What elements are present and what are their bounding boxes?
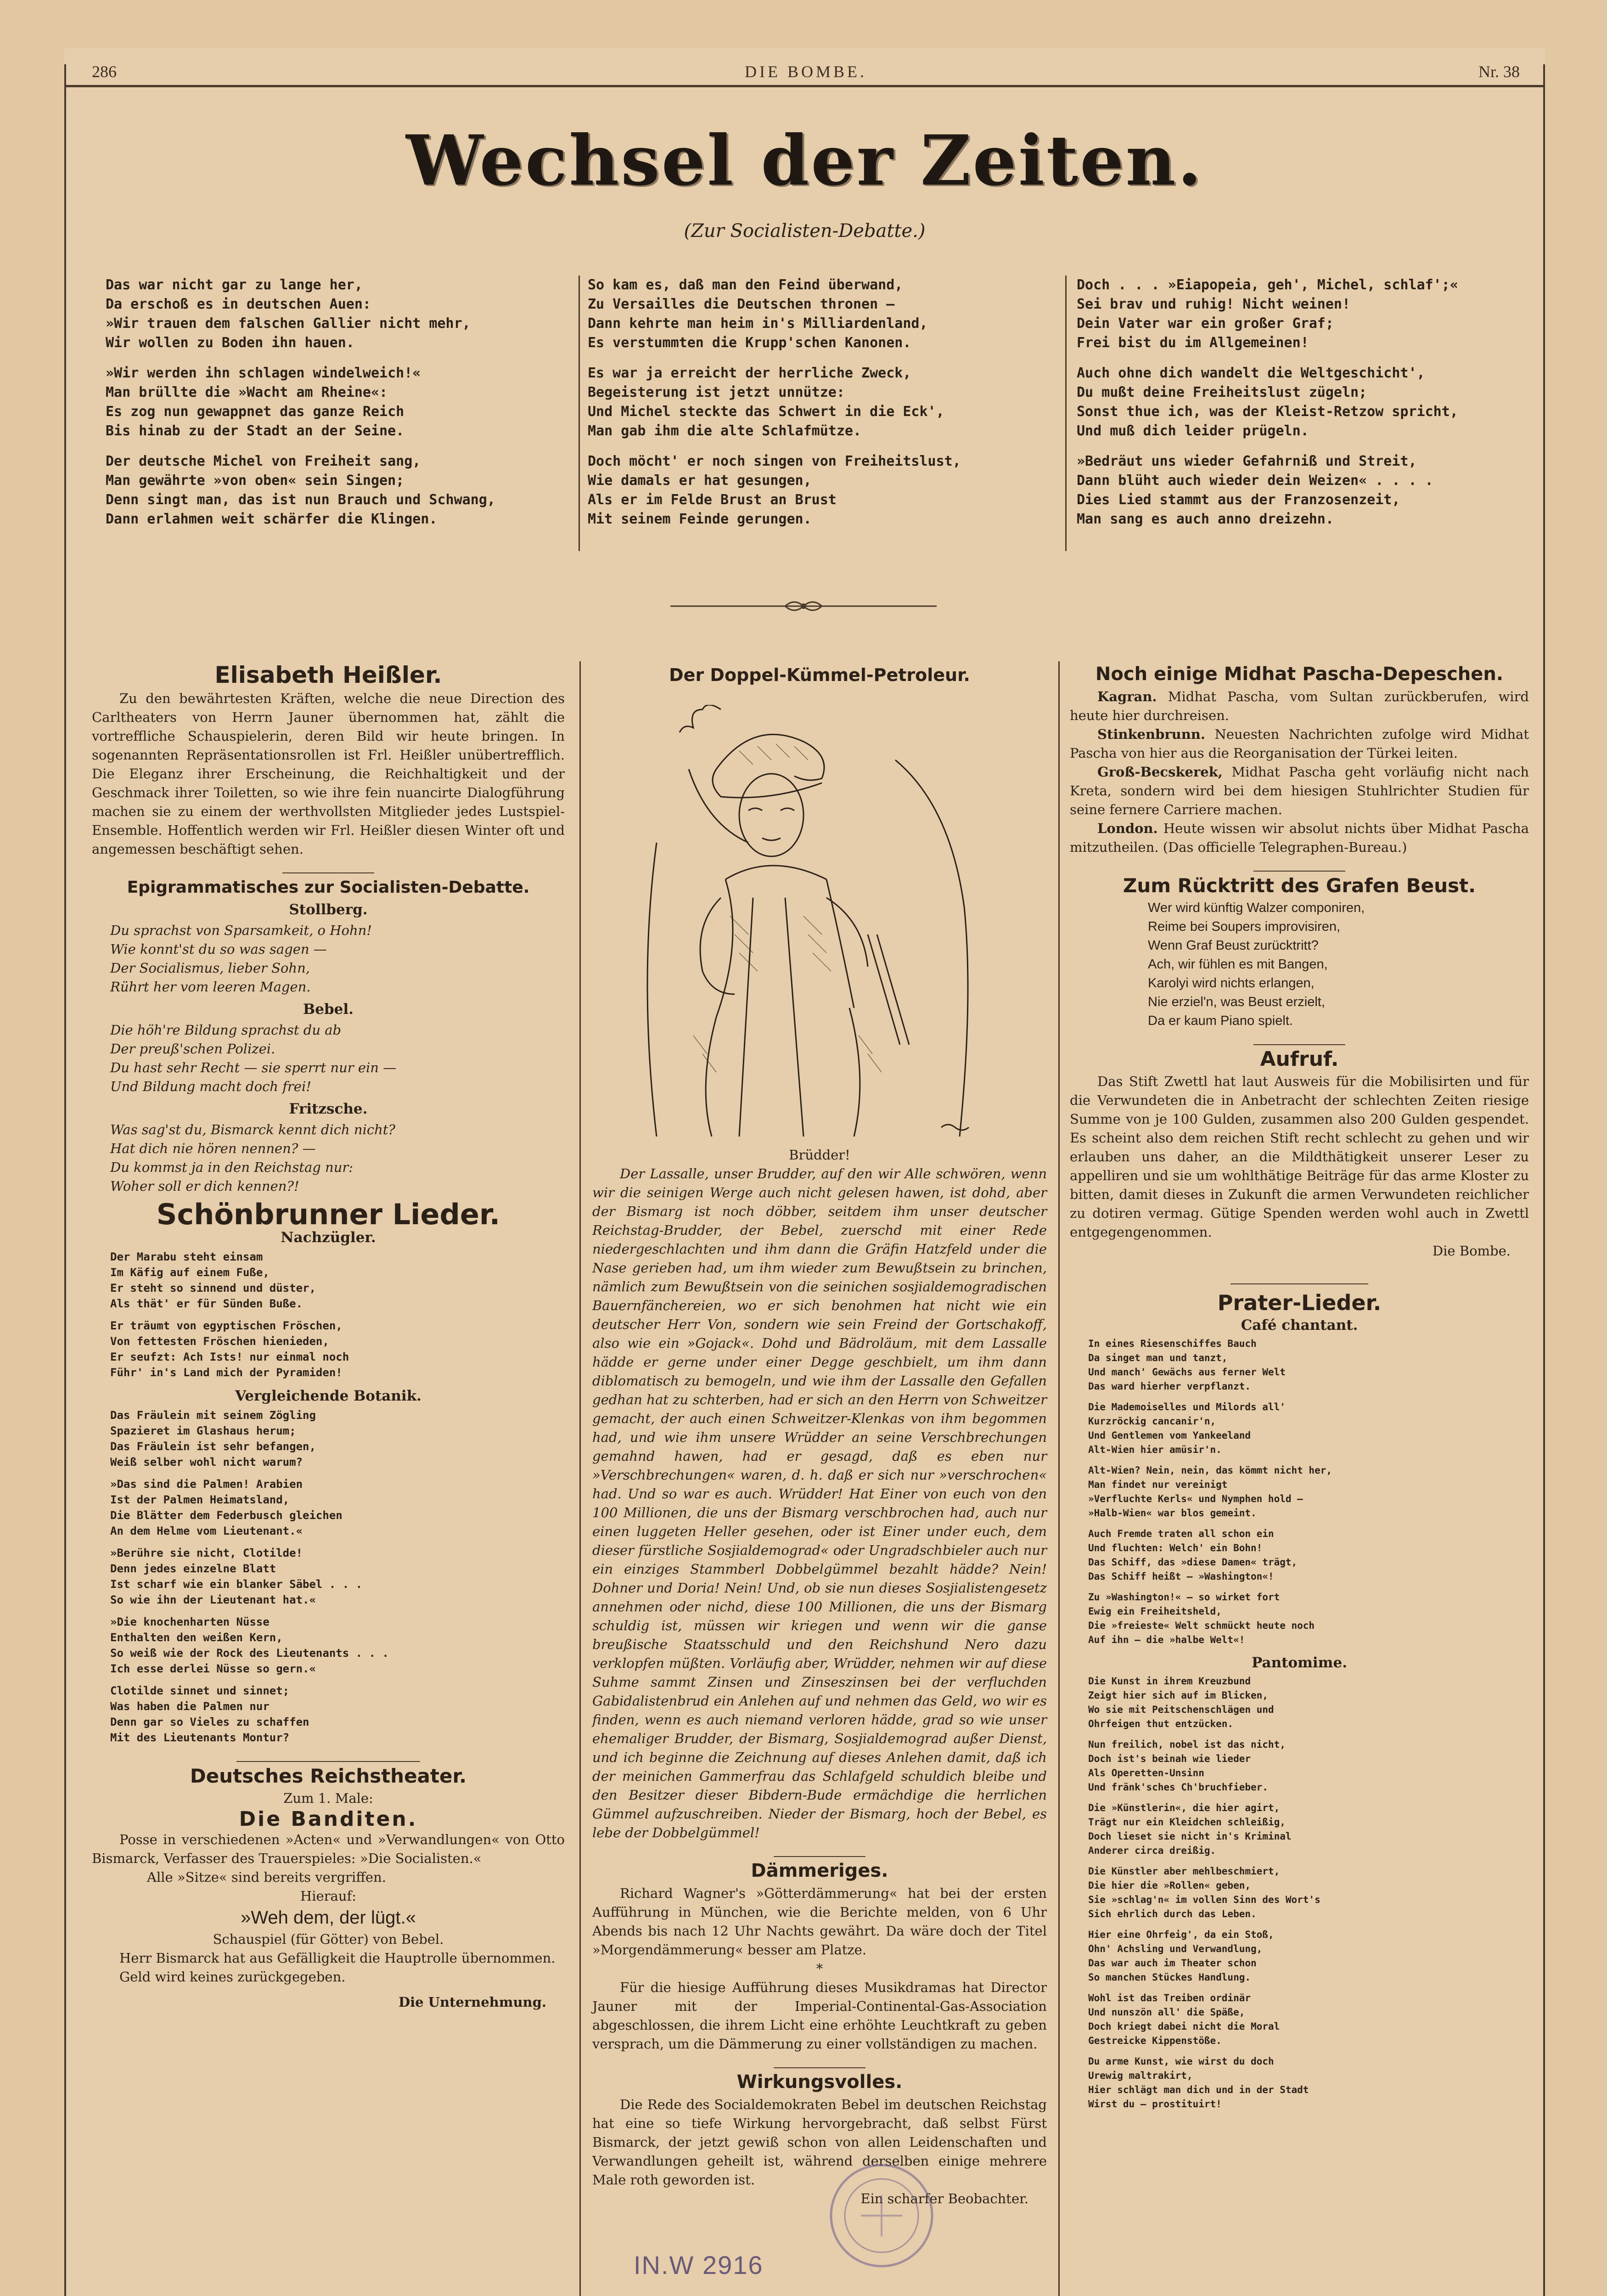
poem-stanza xyxy=(1077,276,1536,353)
lieder-line: Ist der Palmen Heimatsland, xyxy=(110,1493,290,1506)
midhat-place: Groß-Becskerek, xyxy=(1097,764,1223,780)
petroleur-text: Der Lassalle, unser Brudder, auf den wir Alle schwören, wenn wir die seinigen Werge auch nicht gelesen hawen, ist dohd, aber der Bismarg ist noch döbber, seitdem ihm unser deutscher Reichstag-Brudder, der Bebel, zuerschd mit einer Rede niedergeschlachten und ihm dann die Gräfin Hatzfeld under die Nase gerieben had, um ihm wieder zum Bewußtsein zu brinchen, nämlich zum Bewußtsein von die seinichen sosjialdemogradischen Bauernfänchereien, wo er sich benohmen hat nicht wie ein deutscher Herr Von, sondern wie sein Freind der Gortschakoff, also wie ein »Gojack«. Dohd und Bädroläum, mit dem Lassalle hädde er gerne under einer Degge geschbielt, um ihm dann diblomatisch zu bemogeln, und wie ihm der Lassalle den Gefallen gedhan hat zu schterben, had er sich an den Herrn von Schweitzer gemacht, der auch einen Schweitzer-Klenkas von ihm begommen had, und wie ihm unsere Wrüdder an seine Verschbrechungen gemahnd hawen, had er gesagd, daß es eben nur »Verschbrechungen« waren, d. h. daß er sich nur »verschrochen« had. Und so war es auch. Wrüdder! Hat Einer von euch von den 100 Millionen, die uns der Bismarg verschbrochen had, auch nur einen luggeten Heller gesehen, oder ist Einer under euch, dem dieser fürstliche Sosjialdemograd« oder Ungradschbieler auch nur ein einziges Stammberl Dobbelgümmel bezahlt hädde? Nein! Dohner und Doria! Nein! Und, ob sie nun dieses Sosjialistengesetz annehmen oder nichd, diese 100 Millionen, die uns der Bismarg schuldig ist, müssen wir kriegen und wenn wir die ganse breußische Staatsschuld und den Reichshund Nero dazu verklopfen müßten. Vorläufig aber, Wrüdder, nehmen wir auf diese Suhme sammt Zinsen und Zinseszinsen bei der verfluchden Gabidalistenbrud ein Anlehen auf und nehmen das Geld, wo wir es finden, wenn es auch niemand verloren hädde, grad so wie unser ehemaliger Brudder, der Bismarg, Sosjialdemograd außer Dienst, und ich beginne die Zeichnung auf dieses Anlehen damit, daß ich der meinichen Gammerfrau das Schlafgeld schuldich bleibe und den Besitzer dieser Bibdern-Bude ermächdige die herrlichen Gümmel aufzuschreiben. Nieder der Bismarg, hoch der Bebel, es lebe der Dobbelgümmel! xyxy=(592,1166,1047,1840)
small-divider xyxy=(282,863,374,873)
prater-line: Alt-Wien hier amüsir'n. xyxy=(1088,1444,1222,1455)
poem-line: Denn singt man, das ist nun Brauch und Schwang, xyxy=(106,492,495,508)
lieder-stanzas-2 xyxy=(92,1407,565,1745)
prater-line: Und fluchten: Welch' ein Bohn! xyxy=(1088,1542,1263,1553)
prater-line: Das war auch im Theater schon xyxy=(1088,1958,1257,1969)
lieder-line: »Berühre sie nicht, Clotilde! xyxy=(110,1547,303,1559)
lieder-line: Führ' in's Land mich der Pyramiden! xyxy=(110,1366,343,1379)
epigram-line: Der preuß'schen Polizei. xyxy=(110,1041,275,1057)
left-column xyxy=(92,661,565,2012)
page-number: 286 xyxy=(92,62,117,81)
poem-stanza xyxy=(106,276,565,353)
middle-column xyxy=(592,661,1047,689)
poem-stanza xyxy=(106,452,565,529)
lieder-line: Enthalten den weißen Kern, xyxy=(110,1631,283,1644)
prater-stanza xyxy=(1070,1801,1529,1858)
midhat-text: Midhat Pascha geht vorläufig nicht nach Kreta, sondern wird bei dem hiesigen Stuhlrichter Studien für seine fernere Carriere machen. xyxy=(1070,764,1529,817)
prater-stanza xyxy=(1070,1400,1529,1457)
poem-stanza xyxy=(106,364,565,441)
midhat-dispatch xyxy=(1070,725,1529,763)
column-divider-left xyxy=(579,661,581,2296)
small-divider xyxy=(774,1847,865,1857)
epigram-line: Du sprachst von Sparsamkeit, o Hohn! xyxy=(110,923,372,938)
epigram-line: Wie konnt'st du so was sagen — xyxy=(110,941,327,957)
prater-line: Das Schiff heißt — »Washington«! xyxy=(1088,1571,1274,1582)
prater-stanza xyxy=(1070,1991,1529,2048)
poem-line: Man brüllte die »Wacht am Rheine«: xyxy=(106,384,388,400)
poem-line: Doch . . . »Eiapopeia, geh', Michel, schlaf';« xyxy=(1077,277,1458,293)
daemmeriges-p1: Richard Wagner's »Götterdämmerung« hat bei der ersten Aufführung in München, wie die Berichte melden, von 6 Uhr Abends bis nach 12 Uhr Nachts gewährt. Da wäre doch der Titel »Morgendämmerung« besser am Platze. xyxy=(592,1885,1047,1958)
beust-line: Wenn Graf Beust zurücktritt? xyxy=(1148,938,1319,953)
epigrams xyxy=(92,900,565,1196)
epigram-line: Du kommst ja in den Reichstag nur: xyxy=(110,1159,354,1175)
poem-line: Es zog nun gewappnet das ganze Reich xyxy=(106,404,405,420)
poem-column-1 xyxy=(106,276,565,540)
prater-line: Da singet man und tanzt, xyxy=(1088,1352,1228,1363)
poem-line: »Wir trauen dem falschen Gallier nicht mehr, xyxy=(106,315,471,332)
epigram-name: Stollberg. xyxy=(289,901,368,918)
prater-line: »Verfluchte Kerls« und Nymphen hold — xyxy=(1088,1493,1303,1504)
reichstheater-note2: Geld wird keines zurückgegeben. xyxy=(119,1969,346,1985)
small-divider xyxy=(1253,861,1345,872)
prater-subtitle-1: Café chantant. xyxy=(1241,1317,1358,1334)
prater-line: Anderer circa dreißig. xyxy=(1088,1845,1216,1856)
poem-line: Sonst thue ich, was der Kleist-Retzow spricht, xyxy=(1077,404,1458,420)
daemmeriges-title: Dämmeriges. xyxy=(751,1860,888,1881)
aufruf-text: Das Stift Zwettl hat laut Ausweis für die Mobilisirten und für die Verwundeten die in Anbetracht der schlechten Zeiten riesige Summe von je 100 Gulden, zusammen also 200 Gulden gespendet. Es scheint also dem reichen Stift recht schlecht zu gehen und wir erlauben uns daher, an die Mildthätigkeit unserer Leser zu appelliren und sie um wohlthätige Beiträge für das arme Kloster zu bitten, damit dieses in Zukunft die armen Verwundeten reichlicher zu dotiren vermag. Gütige Spenden werden wohl auch in Zwettl entgegengenommen. xyxy=(1070,1074,1529,1240)
lieder-line: Weiß selber wohl nicht warum? xyxy=(110,1456,303,1469)
prater-line: Zeigt hier sich auf im Blicken, xyxy=(1088,1690,1268,1701)
prater-line: Nun freilich, nobel ist das nicht, xyxy=(1088,1739,1286,1750)
middle-column-text xyxy=(592,1146,1047,2208)
beust-line: Nie erziel'n, was Beust erzielt, xyxy=(1148,995,1325,1009)
reichstheater-play2-desc: Schauspiel (für Götter) von Bebel. xyxy=(213,1931,444,1947)
reichstheater-after: Hierauf: xyxy=(300,1888,357,1904)
lieder-line: Das Fräulein ist sehr befangen, xyxy=(110,1440,316,1453)
lieder-line: Er träumt von egyptischen Fröschen, xyxy=(110,1319,343,1332)
prater-stanza xyxy=(1070,1864,1529,1921)
prater-line: Doch ist's beinah wie lieder xyxy=(1088,1753,1251,1764)
ornament-divider xyxy=(666,597,941,615)
lieder-line: Spazieret im Glashaus herum; xyxy=(110,1424,296,1437)
poem-line: Das war nicht gar zu lange her, xyxy=(106,277,363,293)
lieder-stanza xyxy=(92,1407,565,1470)
poem-line: Auch ohne dich wandelt die Weltgeschicht', xyxy=(1077,365,1425,381)
lieder-title: Schönbrunner Lieder. xyxy=(156,1198,500,1231)
reichstheater-first: Zum 1. Male: xyxy=(283,1790,373,1806)
prater-line: Doch kriegt dabei nicht die Moral xyxy=(1088,2021,1280,2032)
prater-line: Sie »schlag'n« im vollen Sinn des Wort's xyxy=(1088,1894,1320,1905)
poem-line: Da erschoß es in deutschen Auen: xyxy=(106,296,371,312)
prater-line: Und Gentlemen vom Yankeeland xyxy=(1088,1430,1251,1441)
prater-stanza xyxy=(1070,1527,1529,1584)
poem-line: Man gewährte »von oben« sein Singen; xyxy=(106,473,405,489)
prater-line: Wo sie mit Peitschenschlägen und xyxy=(1088,1704,1274,1715)
reichstheater-play2: »Weh dem, der lügt.« xyxy=(241,1908,416,1928)
poem-line: Sei brav und ruhig! Nicht weinen! xyxy=(1077,296,1351,312)
epigram-name: Fritzsche. xyxy=(289,1101,368,1117)
lieder-line: So weiß wie der Rock des Lieutenants . . . xyxy=(110,1647,389,1660)
page-title: Wechsel der Zeiten. xyxy=(406,120,1203,201)
prater-line: Ewig ein Freiheitsheld, xyxy=(1088,1606,1222,1617)
prater-line: Als Operetten-Unsinn xyxy=(1088,1767,1204,1778)
poem-line: Dann erlahmen weit schärfer die Klingen. xyxy=(106,511,438,527)
prater-stanza xyxy=(1070,1674,1529,1731)
daemmeriges-star: * xyxy=(816,1961,823,1976)
prater-line: Auch Fremde traten all schon ein xyxy=(1088,1528,1274,1539)
prater-line: Wirst du — prostituirt! xyxy=(1088,2099,1222,2110)
poem-line: Es war ja erreicht der herrliche Zweck, xyxy=(588,365,911,381)
reichstheater-sign: Die Unternehmung. xyxy=(398,1994,546,2010)
prater-line: Hier eine Ohrfeig', da ein Stoß, xyxy=(1088,1929,1274,1940)
poem-line: Begeisterung ist jetzt unnütze: xyxy=(588,384,845,400)
lieder-line: Der Marabu steht einsam xyxy=(110,1250,263,1263)
prater-line: Die »Künstlerin«, die hier agirt, xyxy=(1088,1802,1280,1813)
handwritten-signature: IN.W 2916 xyxy=(634,2251,764,2279)
wirkungsvolles-sign: Ein scharfer Beobachter. xyxy=(860,2191,1028,2206)
aufruf-title: Aufruf. xyxy=(1260,1047,1339,1071)
lieder-line: So wie ihn der Lieutenant hat.« xyxy=(110,1593,316,1606)
lieder-line: Denn jedes einzelne Blatt xyxy=(110,1562,276,1575)
page-subtitle: (Zur Socialisten-Debatte.) xyxy=(684,220,926,242)
lieder-line: Die Blätter dem Federbusch gleichen xyxy=(110,1509,343,1522)
issue-number: Nr. 38 xyxy=(1478,62,1520,81)
beust-line: Karolyi wird nichts erlangen, xyxy=(1148,976,1315,990)
poem-column-2 xyxy=(588,276,1047,540)
poem-line: Man sang es auch anno dreizehn. xyxy=(1077,511,1334,527)
prater-line: Das ward hierher verpflanzt. xyxy=(1088,1381,1251,1392)
lieder-line: »Die knochenharten Nüsse xyxy=(110,1615,270,1628)
midhat-dispatch xyxy=(1070,763,1529,819)
prater-line: Und manch' Gewächs aus ferner Welt xyxy=(1088,1367,1286,1378)
lieder-line: Das Fräulein mit seinem Zögling xyxy=(110,1409,316,1422)
midhat-place: Stinkenbrunn. xyxy=(1097,726,1205,742)
poem-column-3 xyxy=(1077,276,1536,540)
poem-line: Und muß dich leider prügeln. xyxy=(1077,423,1309,439)
poem-line: Du mußt deine Freiheitslust zügeln; xyxy=(1077,384,1367,400)
epigram-line: Der Socialismus, lieber Sohn, xyxy=(110,960,310,976)
beust-line: Da er kaum Piano spielt. xyxy=(1148,1013,1293,1028)
lieder-line: Ist scharf wie ein blanker Säbel . . . xyxy=(110,1578,363,1591)
lieder-stanza xyxy=(92,1545,565,1608)
prater-subtitle-2: Pantomime. xyxy=(1252,1654,1347,1671)
wirkungsvolles-title: Wirkungsvolles. xyxy=(736,2071,903,2093)
lieder-line: Denn gar so Vieles zu schaffen xyxy=(110,1716,309,1728)
reichstheater-desc: Posse in verschiedenen »Acten« und »Verwandlungen« von Otto Bismarck, Verfasser des Trauerspieles: »Die Socialisten.« xyxy=(92,1832,565,1866)
prater-stanzas-1 xyxy=(1070,1337,1529,1647)
beust-poem xyxy=(1070,899,1529,1030)
prater-stanza xyxy=(1070,1463,1529,1520)
aufruf-sign: Die Bombe. xyxy=(1432,1243,1511,1259)
beust-title: Zum Rücktritt des Grafen Beust. xyxy=(1123,874,1476,897)
prater-line: Ohrfeigen thut entzücken. xyxy=(1088,1718,1234,1729)
prater-line: Doch lieset sie nicht in's Kriminal xyxy=(1088,1831,1292,1842)
prater-line: Wohl ist das Treiben ordinär xyxy=(1088,1992,1251,2003)
prater-stanza xyxy=(1070,2054,1529,2111)
lieder-stanza xyxy=(92,1683,565,1745)
prater-line: In eines Riesenschiffes Bauch xyxy=(1088,1338,1257,1349)
poem-stanza xyxy=(588,276,1047,353)
prater-line: Kurzröckig cancanir'n, xyxy=(1088,1416,1216,1427)
lieder-line: Er steht so sinnend und düster, xyxy=(110,1282,316,1294)
poem-line: Doch möcht' er noch singen von Freiheitslust, xyxy=(588,453,961,469)
lieder-line: Von fettesten Fröschen hienieden, xyxy=(110,1335,329,1348)
prater-line: Du arme Kunst, wie wirst du doch xyxy=(1088,2056,1274,2067)
prater-line: Das Schiff, das »diese Damen« trägt, xyxy=(1088,1557,1298,1568)
prater-stanzas-2 xyxy=(1070,1674,1529,2111)
heissler-text: Zu den bewährtesten Kräften, welche die neue Direction des Carltheaters von Herrn Jauner übernommen hat, zählt die vortreffliche Schauspielerin, deren Bild wir heute bringen. In sogenannten Repräsentationsrollen ist Frl. Heißler unübertrefflich. Die Eleganz ihrer Erscheinung, die Reichhaltigkeit und der Geschmack ihrer Toiletten, so wie ihre fein nuancirte Dialogführung machen sie zu einem der werthvollsten Mitglieder jedes Lustspiel-Ensemble. Hoffentlich werden wir Frl. Heißler diesen Winter oft und angemessen beschäftigt sehen. xyxy=(92,691,565,857)
column-divider-right xyxy=(1058,661,1060,2296)
epigram-line: Woher soll er dich kennen?! xyxy=(110,1178,299,1194)
greeting: Brüdder! xyxy=(789,1147,850,1163)
prater-stanza xyxy=(1070,1590,1529,1647)
reichstheater-seats: Alle »Sitze« sind bereits vergriffen. xyxy=(147,1869,386,1885)
lieder-stanzas-1 xyxy=(92,1249,565,1380)
lieder-line: Er seufzt: Ach Ists! nur einmal noch xyxy=(110,1351,349,1363)
epigram-line: Rührt her vom leeren Magen. xyxy=(110,979,311,995)
lieder-line: An dem Helme vom Lieutenant.« xyxy=(110,1525,303,1537)
beust-line: Wer wird künftig Walzer componiren, xyxy=(1148,900,1365,915)
lieder-line: »Das sind die Palmen! Arabien xyxy=(110,1478,303,1491)
prater-line: Die hier die »Rollen« geben, xyxy=(1088,1880,1251,1891)
poem-line: Als er im Felde Brust an Brust xyxy=(588,492,837,508)
epigram-title: Epigrammatisches zur Socialisten-Debatte. xyxy=(127,878,530,897)
lieder-subtitle-1: Nachzügler. xyxy=(281,1229,376,1246)
poem-line: Frei bist du im Allgemeinen! xyxy=(1077,335,1309,351)
prater-line: Man findet nur vereinigt xyxy=(1088,1479,1228,1490)
prater-line: Auf ihn — die »halbe Welt«! xyxy=(1088,1634,1245,1645)
poem-line: Dies Lied stammt aus der Franzosenzeit, xyxy=(1077,492,1400,508)
poem-line: Zu Versailles die Deutschen thronen — xyxy=(588,296,895,312)
prater-line: Ohn' Achsling und Verwandlung, xyxy=(1088,1943,1263,1954)
prater-line: Und fränk'sches Ch'bruchfieber. xyxy=(1088,1782,1268,1793)
prater-line: Die Kunst in ihrem Kreuzbund xyxy=(1088,1676,1251,1687)
beust-line: Reime bei Soupers improvisiren, xyxy=(1148,919,1341,934)
beust-line: Ach, wir fühlen es mit Bangen, xyxy=(1148,957,1328,972)
lieder-stanza xyxy=(92,1614,565,1677)
epigram-line: Die höh're Bildung sprachst du ab xyxy=(110,1022,342,1038)
lieder-line: Mit des Lieutenants Montur? xyxy=(110,1731,290,1744)
poem-stanza xyxy=(588,452,1047,529)
poem-line: Der deutsche Michel von Freiheit sang, xyxy=(106,453,421,469)
midhat-dispatches xyxy=(1070,687,1529,857)
prater-line: Zu »Washington!« — so wirket fort xyxy=(1088,1592,1280,1603)
prater-stanza xyxy=(1070,1738,1529,1795)
small-divider xyxy=(1231,1274,1368,1284)
poem-line: Und Michel steckte das Schwert in die Eck', xyxy=(588,404,944,420)
prater-line: »Halb-Wien« war blos gemeint. xyxy=(1088,1508,1257,1519)
reichstheater-title: Deutsches Reichstheater. xyxy=(190,1765,467,1787)
prater-stanza xyxy=(1070,1337,1529,1394)
heissler-title: Elisabeth Heißler. xyxy=(214,662,442,688)
prater-line: Alt-Wien? Nein, nein, das kömmt nicht her, xyxy=(1088,1465,1332,1476)
lieder-line: Als thät' er für Sünden Buße. xyxy=(110,1297,303,1310)
poem-divider-2 xyxy=(1065,276,1067,551)
epigram-name: Bebel. xyxy=(303,1001,354,1018)
lieder-line: Was haben die Palmen nur xyxy=(110,1700,270,1713)
prater-line: Die Mademoiselles und Milords all' xyxy=(1088,1401,1286,1412)
prater-title: Prater-Lieder. xyxy=(1217,1290,1382,1315)
midhat-dispatch xyxy=(1070,819,1529,857)
poem-line: Wir wollen zu Boden ihn hauen. xyxy=(106,335,354,351)
prater-line: Trägt nur ein Kleidchen schleißig, xyxy=(1088,1817,1286,1828)
lieder-line: Ich esse derlei Nüsse so gern.« xyxy=(110,1662,316,1675)
poem-line: Dann kehrte man heim in's Milliardenland, xyxy=(588,315,928,332)
poem-line: Bis hinab zu der Stadt an der Seine. xyxy=(106,423,405,439)
prater-stanza xyxy=(1070,1928,1529,1985)
poem-divider-1 xyxy=(579,276,580,551)
midhat-title: Noch einige Midhat Pascha-Depeschen. xyxy=(1095,664,1504,685)
epigram-line: Du hast sehr Recht — sie sperrt nur ein — xyxy=(110,1060,397,1075)
library-stamp xyxy=(824,2158,939,2273)
lieder-line: Im Käfig auf einem Fuße, xyxy=(110,1266,270,1279)
prater-line: Hier schlägt man dich und in der Stadt xyxy=(1088,2084,1309,2095)
poem-line: Man gab ihm die alte Schlafmütze. xyxy=(588,423,862,439)
midhat-text: Midhat Pascha, vom Sultan zurückberufen, wird heute hier durchreisen. xyxy=(1070,689,1529,723)
midhat-dispatch xyxy=(1070,687,1529,725)
small-divider xyxy=(774,2058,865,2068)
lieder-stanza xyxy=(92,1318,565,1380)
prater-line: Die »freieste« Welt schmückt heute noch xyxy=(1088,1620,1315,1631)
petroleur-illustration xyxy=(611,705,987,1146)
poem-line: Dann blüht auch wieder dein Weizen« . . . . xyxy=(1077,473,1433,489)
poem-line: »Bedräut uns wieder Gefahrniß und Streit, xyxy=(1077,453,1417,469)
epigram-line: Was sag'st du, Bismarck kennt dich nicht? xyxy=(110,1122,395,1137)
poem-stanza xyxy=(1077,364,1536,441)
masthead: DIE BOMBE. xyxy=(745,62,867,81)
prater-line: Die Künstler aber mehlbeschmiert, xyxy=(1088,1866,1280,1877)
poem-line: So kam es, daß man den Feind überwand, xyxy=(588,277,903,293)
poem-line: »Wir werden ihn schlagen windelweich!« xyxy=(106,365,421,381)
epigram-line: Hat dich nie hören nennen? — xyxy=(110,1141,316,1156)
poem-line: Dein Vater war ein großer Graf; xyxy=(1077,315,1334,332)
midhat-text: Heute wissen wir absolut nichts über Midhat Pascha mitzutheilen. (Das officielle Telegraphen-Bureau.) xyxy=(1070,821,1529,855)
small-divider xyxy=(1253,1035,1345,1045)
lieder-line: Clotilde sinnet und sinnet; xyxy=(110,1684,290,1697)
poem-line: Mit seinem Feinde gerungen. xyxy=(588,511,812,527)
poem-line: Es verstummten die Krupp'schen Kanonen. xyxy=(588,335,911,351)
prater-line: Urewig maltrakirt, xyxy=(1088,2070,1193,2081)
reichstheater-note1: Herr Bismarck hat aus Gefälligkeit die Hauptrolle übernommen. xyxy=(119,1950,556,1966)
prater-line: Und nunszön all' die Späße, xyxy=(1088,2007,1245,2018)
midhat-place: Kagran. xyxy=(1097,689,1157,704)
reichstheater-play: Die Banditen. xyxy=(239,1807,418,1831)
lieder-stanza xyxy=(92,1476,565,1539)
small-divider xyxy=(236,1752,420,1762)
poem-line: Wie damals er hat gesungen, xyxy=(588,473,812,489)
daemmeriges-p2: Für die hiesige Aufführung dieses Musikdramas hat Director Jauner mit der Imperial-Continental-Gas-Association abgeschlossen, die ihrem Licht eine erhöhte Leuchtkraft zu geben versprach, um die Dämmerung zu einer vollständigen zu machen. xyxy=(592,1980,1047,2052)
lieder-stanza xyxy=(92,1249,565,1311)
illustration-title: Der Doppel-Kümmel-Petroleur. xyxy=(669,665,970,685)
poem-stanza xyxy=(588,364,1047,441)
lieder-subtitle-2: Vergleichende Botanik. xyxy=(235,1388,421,1404)
midhat-text: Neuesten Nachrichten zufolge wird Midhat Pascha von hier aus die Reorganisation der Türkei leiten. xyxy=(1070,726,1529,761)
midhat-place: London. xyxy=(1097,821,1158,836)
epigram-line: Und Bildung macht doch frei! xyxy=(110,1079,311,1094)
wirkungsvolles-text: Die Rede des Socialdemokraten Bebel im deutschen Reichstag hat eine so tiefe Wirkung hervorgebracht, daß selbst Fürst Bismarck, der jetzt gewiß schon von allen Leidenschaften und Verwandlungen geheilt ist, während derselben einige mehrere Male roth geworden ist. xyxy=(592,2097,1047,2188)
prater-line: Sich ehrlich durch das Leben. xyxy=(1088,1908,1257,1919)
prater-line: So manchen Stückes Handlung. xyxy=(1088,1972,1251,1983)
prater-line: Gestreicke Kippenstöße. xyxy=(1088,2035,1222,2046)
right-column xyxy=(1070,661,1529,2118)
poem-stanza xyxy=(1077,452,1536,529)
